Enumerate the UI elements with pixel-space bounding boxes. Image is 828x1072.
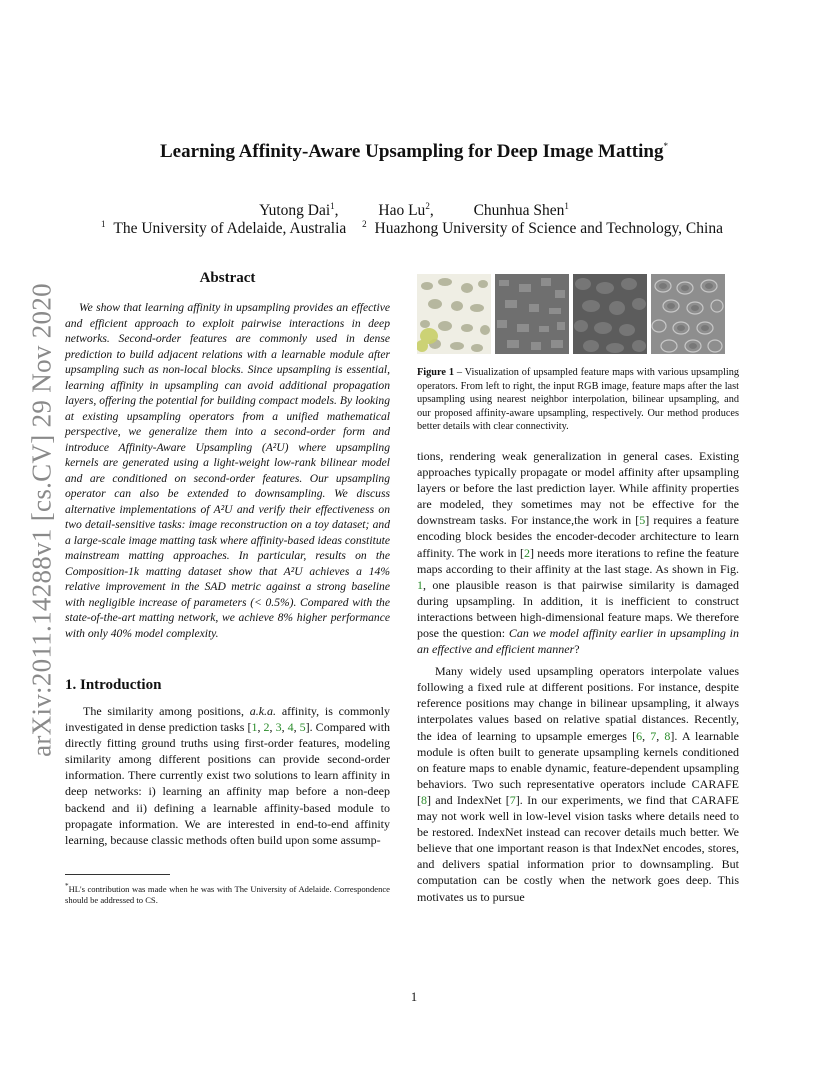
citation-link[interactable]: 5 bbox=[299, 720, 306, 735]
citation-link[interactable]: 2 bbox=[263, 720, 270, 735]
figure-panel-nearest-neighbor bbox=[495, 274, 569, 354]
figure-panel-rgb-input bbox=[417, 274, 491, 354]
citation-link[interactable]: 5 bbox=[639, 513, 646, 528]
author: Chunhua Shen$^1$ bbox=[473, 201, 569, 219]
paper-title bbox=[0, 141, 828, 163]
figure-1-caption: Figure 1 – Visualization of upsampled feature maps with various upsampling operators. From left to right, the input RGB image, feature maps after the last upsampling using nearest neighbor interpolation, bilinear upsampling, and our proposed affinity-aware upsampling, respectively. Our method produces better details with clear connectivity. bbox=[417, 367, 739, 433]
page-number: 1 bbox=[410, 990, 418, 1004]
citation-link[interactable]: 8 bbox=[421, 792, 427, 807]
author: Yutong Dai$^1$, bbox=[259, 201, 339, 219]
author: Hao Lu$^2$, bbox=[378, 201, 434, 219]
intro-paragraph: The similarity among positions, a.k.a. affinity, is commonly investigated in dense prediction tasks [1, 2, 3, 4, 5]. Compared with directly fitting ground truths using first-order features, modeling similarity among different positions can provide second-order information. There currently exist two solutions to learn affinity in deep networks: i) learning an affinity map before a non-deep backend and ii) defining a learnable affinity-based module to propagate information. We are interested in end-to-end affinity learning, because classic methods often build upon some assump- bbox=[65, 704, 391, 847]
right-column bbox=[417, 274, 739, 905]
citation-link[interactable]: 7 bbox=[650, 728, 657, 743]
footnote: *HL's contribution was made when he was with The University of Adelaide. Correspondence should be addressed to CS. bbox=[65, 881, 390, 905]
citation-link[interactable]: 4 bbox=[287, 720, 294, 735]
abstract-text: We show that learning affinity in upsampling provides an effective and efficient approach to exploit pairwise interactions in deep networks. Second-order features are commonly used in dense prediction to build adjacent relations with a learnable module after upsampling such as non-local blocks. Since upsampling is essential, learning affinity in upsampling can avoid additional propagation layers, offering the potential for building compact models. By looking at existing upsampling operators from a unified mathematical perspective, we generalize them into a second-order form and introduce Affinity-Aware Upsampling (A²U) where upsampling kernels are generated using a light-weight low-rank bilinear model and are conditioned on second-order features. Our upsampling operator can also be extended to downsampling. We discuss alternative implementations of A²U and verify their effectiveness on two detail-sensitive tasks: image reconstruction on a toy dataset; and a large-scale image matting task where affinity-based ideas constitute mainstream matting approaches. In particular, results on the Composition-1k matting dataset show that A²U achieves a 14% relative improvement in the SAD metric against a strong baseline with negligible increase of parameters (< 0.5%). Compared with the state-of-the-art matting network, we achieve 8% higher performance with only 40% model complexity. bbox=[65, 301, 390, 640]
affiliation-list bbox=[0, 214, 828, 239]
title-footnote-mark: * bbox=[663, 141, 668, 151]
citation-link[interactable]: 7 bbox=[509, 792, 516, 807]
figure-panel-bilinear bbox=[573, 274, 647, 354]
figure-reference-link[interactable]: 1 bbox=[417, 577, 423, 592]
abstract-heading: Abstract bbox=[199, 270, 256, 286]
citation-link[interactable]: 2 bbox=[523, 545, 530, 560]
arxiv-id-text: arXiv:2011.14288v1 [cs.CV] 29 Nov 2020 bbox=[26, 283, 57, 757]
affiliation: $^1$ The University of Adelaide, Australia bbox=[101, 219, 347, 237]
citation-link[interactable]: 3 bbox=[275, 720, 282, 735]
left-column bbox=[65, 270, 390, 906]
figure-1-images bbox=[417, 274, 739, 354]
footnote-divider bbox=[65, 874, 170, 875]
affiliation: $^2$ Huazhong University of Science and Technology, China bbox=[362, 219, 723, 237]
section-heading-introduction: 1. Introduction bbox=[65, 677, 162, 693]
intro-paragraph-2: Many widely used upsampling operators interpolate values following a fixed rule at different positions. For instance, despite reference positions may change in bilinear upsampling, it always interpolates values based on relative spatial distances. Recently, the idea of learning to upsample emerges [6, 7, 8]. A learnable module is often built to generate upsampling kernels conditioned on feature maps to enable dynamic, feature-dependent upsampling behaviors. Two such representative operators include CARAFE [8] and IndexNet [7]. In our experiments, we find that CARAFE may not work well in low-level vision tasks where details need to be restored. IndexNet instead can recover details much better. We believe that one important reason is that IndexNet encodes, stores, and delivers spatial information prior to downsampling. But computation can be costly when the network goes deep. This motivates us to pursue bbox=[417, 664, 740, 904]
title-text: Learning Affinity-Aware Upsampling for Deep Image Matting bbox=[160, 141, 664, 162]
citation-link[interactable]: 8 bbox=[664, 728, 671, 743]
arxiv-identifier bbox=[20, 280, 60, 760]
citation-link[interactable]: 6 bbox=[636, 728, 643, 743]
figure-panel-affinity-aware bbox=[651, 274, 725, 354]
citation-link[interactable]: 1 bbox=[251, 720, 258, 735]
intro-paragraph-continued: tions, rendering weak generalization in general cases. Existing approaches typically propagate or model affinity after upsampling layers or before the last prediction layer. While affinity properties are modeled, they sometimes may not be effective for the downstream tasks. For instance,the work in [5] requires a feature encoding block besides the encoder-decoder architecture to learn affinity. The work in [2] needs more iterations to refine the feature maps according to their affinity at the last stage. As shown in Fig. 1, one plausible reason is that pairwise similarity is damaged during upsampling. In addition, it is inefficient to construct interactions between high-dimensional feature maps. We therefore pose the question: Can we model affinity earlier in upsampling in an effective and efficient manner? bbox=[417, 448, 739, 657]
right-body-text bbox=[417, 448, 739, 905]
